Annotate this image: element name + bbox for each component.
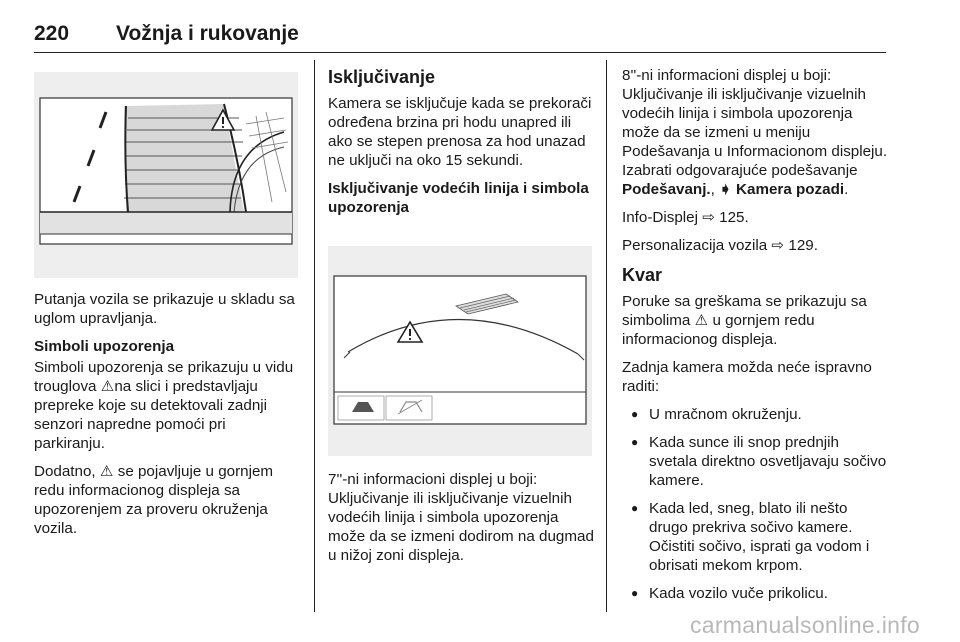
- middle-column: [328, 66, 596, 219]
- menu-path-settings: Podešavanj.: [622, 181, 711, 198]
- list-item: ● U mračnom okruženju.: [622, 405, 890, 424]
- figure-caption: Putanja vozila se prikazuje u skladu sa uglom upravljanja.: [34, 291, 295, 327]
- section-heading-shutdown: Isključivanje: [328, 67, 436, 87]
- additional-warning-paragraph: Dodatno, ⚠ se pojavljuje u gornjem redu informacionog displeja sa upozorenjem za proveru okruženja vozila.: [34, 463, 274, 537]
- chapter-title: Vožnja i rukovanje: [116, 22, 299, 45]
- column-divider: [314, 60, 315, 612]
- page-header: [34, 22, 886, 53]
- reference-arrow-icon: ⇨: [771, 237, 785, 254]
- right-column: [622, 66, 890, 612]
- warning-symbols-heading: Simboli upozorenja: [34, 338, 175, 355]
- warning-triangle-icon: ⚠: [100, 378, 115, 395]
- shutdown-paragraph: Kamera se isključuje kada se prekorači određena brzina pri hodu unapred ili ako se stepen prenosa za hod unazad ne uključi na oko 15 sekundi.: [328, 95, 592, 169]
- fault-paragraph: Poruke sa greškama se prikazuju sa simbolima ⚠ u gornjem redu informacionog displeja.: [622, 293, 867, 348]
- reference-vehicle-personalization[interactable]: Personalizacija vozila ⇨ 129.: [622, 237, 818, 254]
- page-number: 220: [34, 22, 70, 45]
- display-7-paragraph: 7''-ni informacioni displej u boji: Uključivanje ili isključivanje vizuelnih vodećih linija i simbola upozorenja može da se izmeni dodirom na dugmad u nižoj zoni displeja.: [328, 471, 594, 564]
- camera-limitations-paragraph: Zadnja kamera možda neće ispravno raditi:: [622, 359, 872, 395]
- warning-symbols-paragraph: Simboli upozorenja se prikazuju u vidu trouglova ⚠na slici i predstavljaju prepreke koje su detektovali zadnji senzori napredne pomoći pri parkiranju.: [34, 359, 294, 452]
- watermark: carmanualsonline.info: [689, 612, 920, 638]
- guidelines-subheading: Isključivanje vodećih linija i simbola upozorenja: [328, 180, 589, 216]
- display-buttons-figure: [328, 246, 592, 456]
- reference-info-display[interactable]: Info-Displej ⇨ 125.: [622, 209, 749, 226]
- display-8-paragraph: 8''-ni informacioni displej u boji: Uključivanje ili isključivanje vizuelnih vodećih linija i simbola upozorenja može da se izmeni u meniju Podešavanja u Informacionom displeju. Izabrati odgovarajuće podešavanje Podešavanj., ➧ Kamera pozadi.: [622, 67, 888, 198]
- menu-arrow-icon: ➧: [719, 181, 732, 198]
- warning-triangle-icon: ⚠: [694, 312, 709, 329]
- reference-arrow-icon: ⇨: [702, 209, 715, 226]
- warning-triangle-icon: ⚠: [99, 463, 114, 480]
- list-item: ● Kada vozilo vuče prikolicu.: [622, 584, 890, 603]
- section-heading-fault: Kvar: [622, 265, 663, 285]
- left-column: [34, 290, 298, 547]
- menu-path-rear-camera: Kamera pozadi: [731, 181, 845, 198]
- list-item: ● Kada led, sneg, blato ili nešto drugo prekriva sočivo kamere. Očistiti sočivo, isprati ga vodom i obrisati mekom krpom.: [622, 499, 890, 575]
- list-item: ● Kada sunce ili snop prednjih svetala direktno osvetljavaju sočivo kamere.: [622, 433, 890, 490]
- camera-guidelines-figure: [34, 72, 298, 278]
- column-divider: [606, 60, 607, 612]
- middle-column-lower: [328, 470, 596, 574]
- camera-limitations-list: [622, 405, 890, 603]
